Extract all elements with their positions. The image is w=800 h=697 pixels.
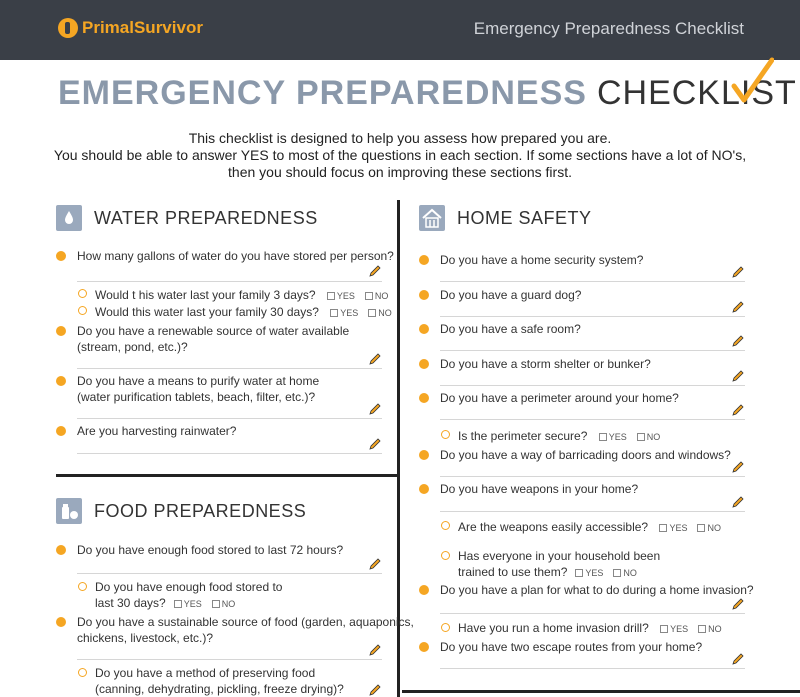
food-section-header <box>56 498 306 524</box>
yes-label: YES <box>670 624 689 634</box>
no-label: NO <box>646 432 661 442</box>
pencil-icon[interactable] <box>368 402 382 416</box>
answer-line <box>440 476 745 477</box>
pencil-icon[interactable] <box>368 557 382 571</box>
answer-line <box>440 613 745 614</box>
home-q5a: Is the perimeter secure? <box>458 429 588 443</box>
food-q3 <box>95 665 344 697</box>
answer-line <box>77 453 382 454</box>
answer-line <box>440 511 745 512</box>
pencil-icon[interactable] <box>731 652 745 666</box>
water-drop-icon <box>56 205 82 231</box>
answer-line <box>440 385 745 386</box>
page-title-bold: EMERGENCY PREPAREDNESS <box>58 74 587 112</box>
home-q7b <box>458 548 660 581</box>
pencil-icon[interactable] <box>731 300 745 314</box>
yes-label: YES <box>336 291 355 301</box>
intro-line: then you should focus on improving these sections first. <box>228 164 572 180</box>
yes-checkbox[interactable] <box>660 625 668 633</box>
bullet <box>419 393 429 403</box>
no-checkbox[interactable] <box>698 625 706 633</box>
food-q3-line1: Do you have a method of preserving food <box>95 666 316 680</box>
home-q7a: Are the weapons easily accessible? <box>458 520 649 534</box>
water-section-header <box>56 205 318 231</box>
bullet <box>419 255 429 265</box>
water-q2-line1: Do you have a renewable source of water available <box>77 324 350 338</box>
water-q2-line2: (stream, pond, etc.)? <box>77 340 188 354</box>
answer-line <box>77 573 382 574</box>
intro-line: You should be able to answer YES to most of the questions in each section. If some sections have a lot of NO's, <box>53 147 747 163</box>
water-section-title: WATER PREPAREDNESS <box>94 207 318 228</box>
food-q2-line2: chickens, livestock, etc.)? <box>77 631 214 645</box>
pencil-icon[interactable] <box>368 643 382 657</box>
no-label: NO <box>623 568 637 578</box>
bullet <box>419 484 429 494</box>
logo[interactable] <box>58 18 203 38</box>
pencil-icon[interactable] <box>731 597 745 611</box>
yes-label: YES <box>608 432 627 442</box>
water-q1b: Would this water last your family 30 days? <box>95 305 319 319</box>
bullet <box>56 376 66 386</box>
pencil-icon[interactable] <box>731 495 745 509</box>
answer-line <box>77 281 382 282</box>
sub-bullet <box>441 623 450 632</box>
yes-checkbox[interactable] <box>327 292 335 300</box>
sub-bullet <box>78 582 87 591</box>
home-q4: Do you have a storm shelter or bunker? <box>440 357 651 371</box>
no-checkbox[interactable] <box>212 600 220 608</box>
home-q8a-row <box>458 620 722 637</box>
pencil-icon[interactable] <box>368 437 382 451</box>
water-q1b-row <box>95 304 392 321</box>
food-q1a-line2: last 30 days? <box>95 596 166 610</box>
home-q2: Do you have a guard dog? <box>440 288 582 302</box>
home-q5a-row <box>458 428 660 445</box>
answer-line <box>440 350 745 351</box>
pencil-icon[interactable] <box>731 369 745 383</box>
logo-icon <box>58 18 78 38</box>
no-label: NO <box>708 624 722 634</box>
food-section-title: FOOD PREPAREDNESS <box>94 500 307 521</box>
home-q5: Do you have a perimeter around your home? <box>440 391 679 405</box>
bullet <box>419 324 429 334</box>
food-q2-line1: Do you have a sustainable source of food (garden, aquaponics, <box>77 615 414 629</box>
home-section-header <box>419 205 592 231</box>
bullet <box>419 359 429 369</box>
water-q1: How many gallons of water do you have stored per person? <box>77 249 394 263</box>
home-q7b-line1: Has everyone in your household been <box>458 549 661 563</box>
intro-text <box>40 130 760 181</box>
yes-checkbox[interactable] <box>174 600 182 608</box>
no-checkbox[interactable] <box>365 292 373 300</box>
food-q1a <box>95 579 282 612</box>
header-title: Emergency Preparedness Checklist <box>473 19 744 38</box>
water-q3 <box>77 373 319 405</box>
answer-line <box>440 316 745 317</box>
section-divider <box>402 690 800 693</box>
intro-line: This checklist is designed to help you assess how prepared you are. <box>188 130 612 146</box>
no-label: NO <box>378 308 392 318</box>
sub-bullet <box>441 521 450 530</box>
home-q8a: Have you run a home invasion drill? <box>458 621 649 635</box>
pencil-icon[interactable] <box>731 460 745 474</box>
house-icon <box>419 205 445 231</box>
home-q7a-row <box>458 519 721 536</box>
section-divider <box>56 474 397 477</box>
home-q6: Do you have a way of barricading doors and windows? <box>440 448 731 462</box>
water-q1a-row <box>95 287 388 304</box>
water-q3-line1: Do you have a means to purify water at home <box>77 374 320 388</box>
yes-label: YES <box>340 308 359 318</box>
water-q1a: Would t his water last your family 3 days? <box>95 288 316 302</box>
home-q7: Do you have weapons in your home? <box>440 482 639 496</box>
home-q9: Do you have two escape routes from your home? <box>440 640 703 654</box>
food-q2 <box>77 614 414 646</box>
yes-checkbox[interactable] <box>575 569 583 577</box>
sub-bullet <box>441 551 450 560</box>
answer-line <box>440 668 745 669</box>
home-q3: Do you have a safe room? <box>440 322 581 336</box>
sub-bullet <box>78 289 87 298</box>
bullet <box>56 426 66 436</box>
answer-line <box>440 419 745 420</box>
answer-line <box>440 281 745 282</box>
no-label: NO <box>707 523 721 533</box>
home-q7b-line2: trained to use them? <box>458 565 568 579</box>
checkmark-icon <box>730 56 774 108</box>
pencil-icon[interactable] <box>368 683 382 697</box>
yes-checkbox[interactable] <box>659 524 667 532</box>
pencil-icon[interactable] <box>368 352 382 366</box>
yes-checkbox[interactable] <box>330 309 338 317</box>
home-q8: Do you have a plan for what to do during a home invasion? <box>440 583 754 597</box>
no-label: NO <box>221 599 236 609</box>
home-section-title: HOME SAFETY <box>457 207 592 228</box>
home-q1: Do you have a home security system? <box>440 253 644 267</box>
bullet <box>419 585 429 595</box>
yes-label: YES <box>183 599 202 609</box>
yes-label: YES <box>585 568 604 578</box>
header-bar <box>0 0 800 60</box>
yes-checkbox[interactable] <box>599 433 607 441</box>
no-checkbox[interactable] <box>637 433 645 441</box>
answer-line <box>77 418 382 419</box>
water-q4: Are you harvesting rainwater? <box>77 424 237 438</box>
bullet <box>56 617 66 627</box>
sub-bullet <box>78 306 87 315</box>
answer-line <box>77 659 382 660</box>
no-checkbox[interactable] <box>697 524 705 532</box>
no-checkbox[interactable] <box>368 309 376 317</box>
logo-text: PrimalSurvivor <box>82 18 203 37</box>
food-q1: Do you have enough food stored to last 72 hours? <box>77 543 344 557</box>
pencil-icon[interactable] <box>731 403 745 417</box>
sub-bullet <box>441 430 450 439</box>
bullet <box>419 450 429 460</box>
no-checkbox[interactable] <box>613 569 621 577</box>
page-title-light: CHECKLIST <box>596 74 797 112</box>
answer-line <box>77 368 382 369</box>
water-q2 <box>77 323 349 355</box>
sub-bullet <box>78 668 87 677</box>
no-label: NO <box>374 291 389 301</box>
bullet <box>56 326 66 336</box>
pencil-icon[interactable] <box>731 334 745 348</box>
bullet <box>56 545 66 555</box>
food-jar-icon <box>56 498 82 524</box>
bullet <box>419 290 429 300</box>
pencil-icon[interactable] <box>368 264 382 278</box>
page-title <box>58 74 797 113</box>
pencil-icon[interactable] <box>731 265 745 279</box>
yes-label: YES <box>669 523 688 533</box>
water-q3-line2: (water purification tablets, beach, filter, etc.)? <box>77 390 316 404</box>
bullet <box>419 642 429 652</box>
food-q3-line2: (canning, dehydrating, pickling, freeze drying)? <box>95 682 344 696</box>
bullet <box>56 251 66 261</box>
food-q1a-line1: Do you have enough food stored to <box>95 580 283 594</box>
